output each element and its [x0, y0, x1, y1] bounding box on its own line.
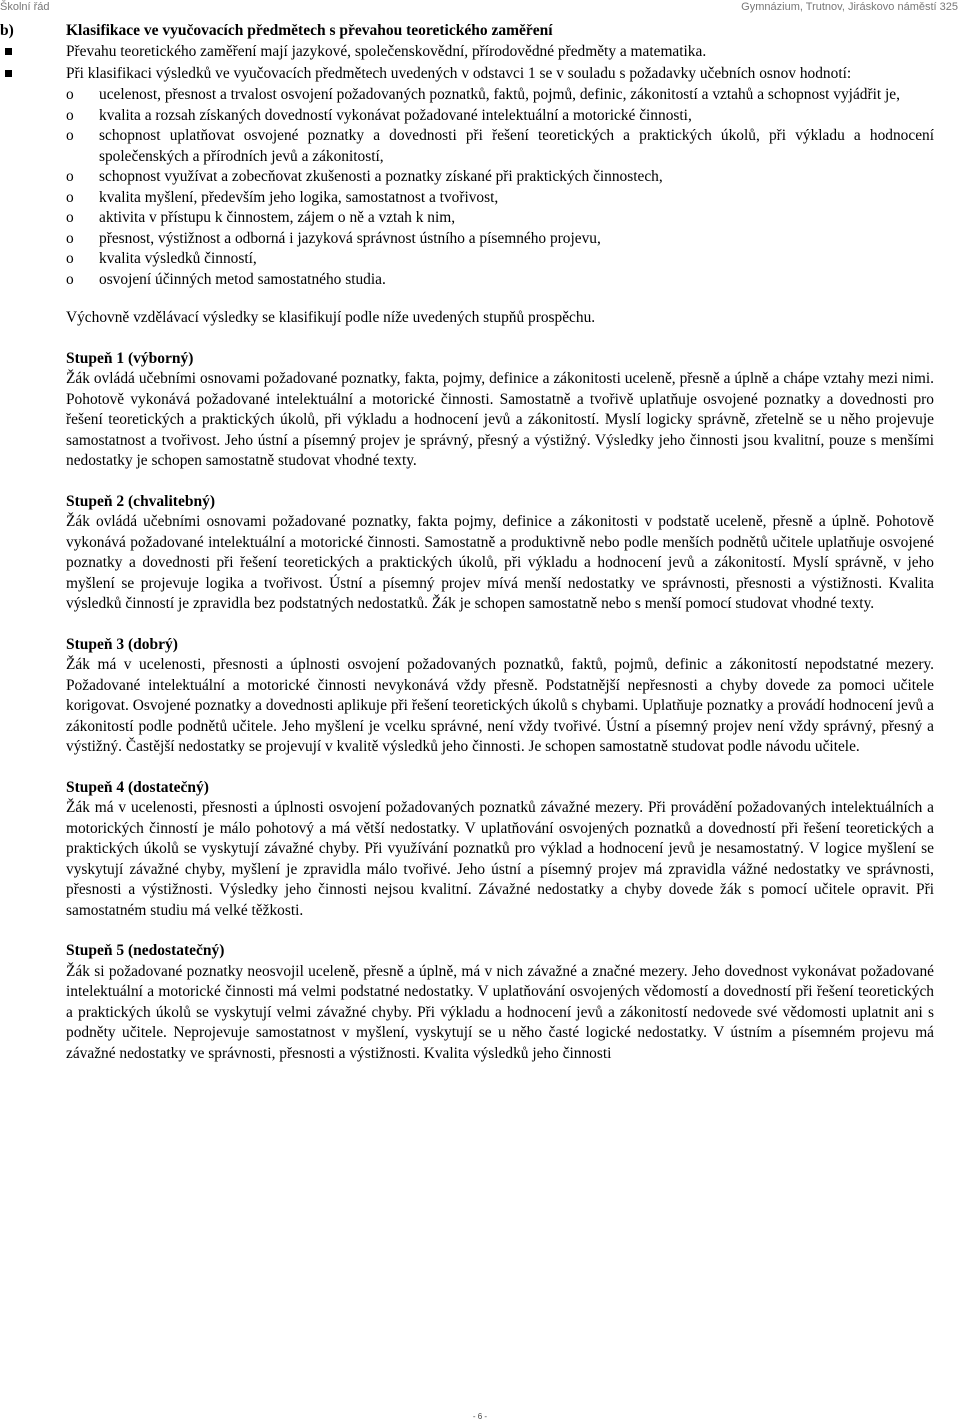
grade-section	[0, 635, 960, 758]
criterion-text: osvojení účinných metod samostatného studia.	[99, 270, 386, 288]
circle-bullet-icon: o	[66, 86, 74, 103]
grade-section	[0, 941, 960, 1064]
grade-description: Žák má v ucelenosti, přesnosti a úplnosti osvojení požadovaných poznatků, faktů, pojmů, definic a zákonitostí nepodstatné mezery. Požadované intelektuální a motorické činnosti nevykonává vždy přesně. Podstatnější nepřesnosti a chyby dovede za pomoci učitele korigovat. Osvojené poznatky a dovednosti aplikuje při řešení teoretických úkolů s chybami. Uplatňuje poznatky a provádí hodnocení jevů a zákonitostí podle podnětů učitele. Jeho myšlení je vcelku správné, není vždy tvořivé. Ústní a písemný projev není vždy správný, přesný a výstižný. Častější nedostatky se projevují v kvalitě výsledků jeho činnosti. Je schopen samostatně studovat podle návodu učitele.	[66, 656, 934, 755]
criterion-item	[0, 229, 934, 250]
circle-bullet-icon: o	[66, 188, 74, 206]
running-header	[0, 0, 960, 16]
circle-bullet-icon: o	[66, 250, 74, 267]
circle-bullet-icon: o	[66, 127, 74, 144]
criterion-item	[0, 106, 934, 127]
header-document-title: Školní řád	[0, 1, 50, 13]
square-bullet-icon	[5, 70, 12, 77]
grade-section	[0, 492, 960, 615]
page-number: - 6 -	[472, 1412, 488, 1421]
section-heading	[0, 22, 960, 42]
grade-title: Stupeň 4 (dostatečný)	[66, 778, 209, 796]
criterion-text: ucelenost, přesnost a trvalost osvojení požadovaných poznatků, faktů, pojmů, definic, zákonitostí a vztahů a schopnost vyjádřit je,	[99, 86, 900, 103]
criterion-text: kvalita myšlení, především jeho logika, samostatnost a tvořivost,	[99, 188, 499, 206]
square-bullet-icon	[5, 48, 12, 55]
criterion-text: schopnost využívat a zobecňovat zkušenosti a poznatky získané při praktických činnostech,	[99, 168, 663, 185]
grade-title: Stupeň 5 (nedostatečný)	[66, 942, 225, 959]
header-school-address: Gymnázium, Trutnov, Jiráskovo náměstí 325	[741, 1, 958, 13]
circle-bullet-icon: o	[66, 270, 74, 288]
grade-description: Žák ovládá učebními osnovami požadované poznatky, fakta pojmy, definice a zákonitosti v podstatě uceleně, přesně a úplně. Pohotově vykonává požadované intelektuální a motorické činnosti. Samostatně a produktivně nebo podle menších podnětů učitele uplatňuje osvojené poznatky a dovednosti při řešení teoretických a praktických úkolů, při výkladu a hodnocení jevů a zákonitostí. Myslí správně, v jeho myšlení se projevuje logika a tvořivost. Ústní a písemný projev mívá menší nedostatky ve správnosti, přesnosti a výstižnosti. Kvalita výsledků činností je zpravidla bez podstatných nedostatků. Žák je schopen samostatně nebo s menší pomocí studovat vhodné texty.	[66, 513, 934, 612]
criterion-text: kvalita a rozsah získaných dovedností vykonávat požadované intelektuální a motorické činnosti,	[99, 106, 692, 124]
grade-title: Stupeň 1 (výborný)	[66, 349, 194, 367]
circle-bullet-icon: o	[66, 168, 74, 185]
intro-paragraph: Výchovně vzdělávací výsledky se klasifikují podle níže uvedených stupňů prospěchu.	[66, 309, 596, 326]
criterion-item	[0, 188, 934, 209]
criterion-text: přesnost, výstižnost a odborná i jazyková správnost ústního a písemného projevu,	[99, 229, 601, 247]
criterion-item	[0, 126, 934, 167]
grade-description: Žák ovládá učebními osnovami požadované poznatky, fakta, pojmy, definice a zákonitosti uceleně, přesně a úplně a chápe vztahy mezi nimi. Pohotově vykonává požadované intelektuální a motorické činnosti. Samostatně a tvořivě uplatňuje osvojené poznatky a dovednosti pro řešení teoretických a praktických úkolů, při výkladu a hodnocení jevů a zákonitostí. Myslí logicky správně, zřetelně se u něho projevuje samostatnost a tvořivost. Jeho ústní a písemný projev je správný, přesný a výstižný. Výsledky jeho činnosti jsou kvalitní, pouze s menšími nedostatky je schopen samostatně studovat vhodné texty.	[66, 370, 934, 469]
circle-bullet-icon: o	[66, 229, 74, 247]
circle-bullet-icon: o	[66, 106, 74, 124]
criterion-text: kvalita výsledků činností,	[99, 250, 257, 267]
bullet-item	[0, 42, 934, 63]
criterion-item	[0, 249, 934, 270]
grade-title: Stupeň 3 (dobrý)	[66, 635, 178, 653]
section-letter: b)	[0, 22, 14, 39]
grade-title: Stupeň 2 (chvalitebný)	[66, 492, 215, 510]
criterion-item	[0, 208, 934, 229]
criterion-text: aktivita v přístupu k činnostem, zájem o ně a vztah k nim,	[99, 209, 456, 226]
bullet-text: Převahu teoretického zaměření mají jazykové, společenskovědní, přírodovědné předměty a matematika.	[66, 43, 707, 60]
criterion-item	[0, 270, 934, 291]
criterion-item	[0, 85, 934, 106]
grade-description: Žák má v ucelenosti, přesnosti a úplnosti osvojení požadovaných poznatků závažné mezery. Při provádění požadovaných intelektuálních a motorických činností je málo pohotový a má větší nedostatky. V uplatňování osvojených poznatků a dovedností při řešení teoretických a praktických úkolů se vyskytují závažné chyby. Při využívání poznatků pro výklad a hodnocení jevů je nesamostatný. V logice myšlení se vyskytují závažné chyby, myšlení je zpravidla málo tvořivé. Jeho ústní a písemný projev má zpravidla vážné nedostatky ve správnosti, přesnosti a výstižnosti. Výsledky jeho činnosti nejsou kvalitní. Závažné nedostatky a chyby dovede žák s pomocí učitele opravit. Při samostatném studiu má velké těžkosti.	[66, 799, 934, 919]
criterion-item	[0, 167, 934, 188]
section-title: Klasifikace ve vyučovacích předmětech s převahou teoretického zaměření	[66, 22, 553, 39]
bullet-text: Při klasifikaci výsledků ve vyučovacích předmětech uvedených v odstavci 1 se v souladu s požadavky učebních osnov hodnotí:	[66, 64, 852, 82]
page-content	[0, 22, 960, 1064]
circle-bullet-icon: o	[66, 209, 74, 226]
grade-section	[0, 349, 960, 472]
bullet-item	[0, 64, 934, 85]
grade-section	[0, 778, 960, 922]
grade-description: Žák si požadované poznatky neosvojil uceleně, přesně a úplně, má v nich závažné a značné mezery. Jeho dovednost vykonávat požadované intelektuální a motorické činnosti má velmi podstatné nedostatky. V uplatňování osvojených vědomostí a dovedností při řešení teoretických a praktických úkolů se vyskytují velmi závažné chyby. Při výkladu a hodnocení jevů a zákonitostí nedovede své vědomosti uplatnit ani s podněty učitele. Neprojevuje samostatnost v myšlení, vyskytují se u něho časté logické nedostatky. V ústním a písemném projevu má závažné nedostatky ve správnosti, přesnosti a výstižnosti. Kvalita výsledků jeho činnosti	[66, 962, 934, 1062]
criterion-text: schopnost uplatňovat osvojené poznatky a dovednosti při řešení teoretických a praktických úkolů, při výkladu a hodnocení společenských a přírodních jevů a zákonitostí,	[99, 127, 934, 165]
